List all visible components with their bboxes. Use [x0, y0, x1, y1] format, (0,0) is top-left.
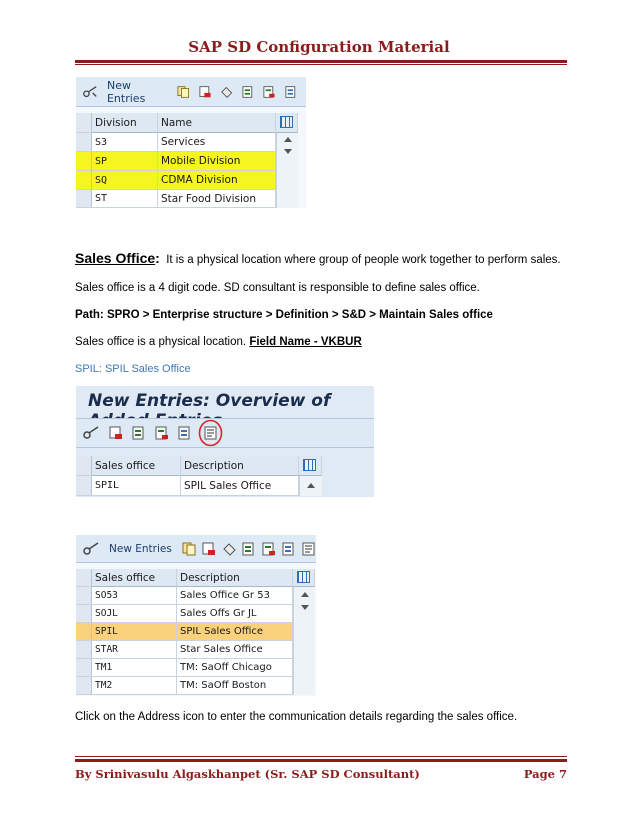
header-selector	[76, 569, 92, 587]
scroll-down-icon[interactable]	[301, 605, 309, 610]
display-change-icon[interactable]	[82, 426, 100, 440]
sales-office-list-screenshot	[76, 535, 316, 696]
added-entries-table	[76, 456, 322, 496]
table-settings-icon[interactable]	[280, 116, 293, 128]
division-toolbar	[76, 77, 306, 107]
table-settings-icon[interactable]	[297, 571, 310, 583]
address-button[interactable]	[201, 421, 221, 445]
screen-title: New Entries: Overview of	[88, 391, 331, 411]
header-rule	[75, 60, 567, 63]
sales-office-line2: Sales office is a 4 digit code. SD consultant is responsible to define sales office.	[75, 282, 480, 294]
division-name[interactable]: Services	[158, 133, 276, 152]
select-block-icon[interactable]	[262, 542, 276, 556]
column-config-cell	[293, 569, 315, 587]
row-selector[interactable]	[76, 133, 92, 152]
header-selector	[76, 456, 92, 476]
delete-icon[interactable]	[109, 426, 123, 440]
deselect-all-icon[interactable]	[282, 542, 296, 556]
column-header-name[interactable]: Name	[158, 113, 276, 133]
sales-office-description[interactable]: TM: SaOff Boston	[177, 677, 293, 695]
table-settings-icon[interactable]	[303, 459, 316, 471]
closing-instruction: Click on the Address icon to enter the communication details regarding the sales office.	[75, 711, 518, 723]
sales-office-intro	[75, 250, 561, 266]
division-name[interactable]: Mobile Division	[158, 152, 276, 171]
column-header-description[interactable]: Description	[181, 456, 299, 476]
select-all-icon[interactable]	[132, 426, 146, 440]
sales-office-toolbar	[76, 535, 316, 563]
footer-rule-thin	[75, 756, 567, 757]
row-selector[interactable]	[76, 190, 92, 208]
division-code[interactable]: SQ	[92, 171, 158, 190]
row-selector[interactable]	[76, 677, 92, 695]
new-entries-button[interactable]: New Entries	[106, 78, 146, 105]
sales-office-description[interactable]: SPIL Sales Office	[181, 476, 299, 496]
config-path: Path: SPRO > Enterprise structure > Definition > S&D > Maintain Sales office	[75, 309, 493, 321]
column-config-cell	[299, 456, 322, 476]
division-code[interactable]: S3	[92, 133, 158, 152]
sales-office-description[interactable]: SPIL Sales Office	[177, 623, 293, 641]
vertical-scrollbar[interactable]	[276, 133, 298, 208]
division-code[interactable]: SP	[92, 152, 158, 171]
sales-office-code[interactable]: TM1	[92, 659, 177, 677]
page-number: Page 7	[523, 767, 567, 781]
select-all-icon[interactable]	[242, 542, 256, 556]
sales-office-line4	[75, 336, 362, 348]
sales-office-code[interactable]: SOJL	[92, 605, 177, 623]
column-header-description[interactable]: Description	[177, 569, 293, 587]
field-name: Field Name - VKBUR	[249, 336, 362, 348]
division-name[interactable]: CDMA Division	[158, 171, 276, 190]
row-selector[interactable]	[76, 659, 92, 677]
display-change-icon[interactable]	[82, 85, 98, 99]
display-change-icon[interactable]	[82, 542, 100, 556]
scroll-up-icon[interactable]	[284, 137, 292, 142]
added-entries-toolbar	[76, 418, 374, 448]
delete-icon[interactable]	[202, 542, 216, 556]
section-heading: Sales Office	[75, 250, 156, 266]
division-name[interactable]: Star Food Division	[158, 190, 276, 208]
page-footer	[75, 767, 567, 781]
document-title: SAP SD Configuration Material	[188, 38, 450, 56]
copy-icon[interactable]	[182, 542, 196, 556]
column-header-sales-office[interactable]: Sales office	[92, 456, 181, 476]
row-selector[interactable]	[76, 476, 92, 496]
sales-office-table	[76, 569, 315, 695]
row-selector[interactable]	[76, 587, 92, 605]
select-all-icon[interactable]	[242, 85, 254, 99]
sales-office-code[interactable]: SPIL	[92, 623, 177, 641]
new-entries-button[interactable]: New Entries	[109, 542, 172, 555]
sales-office-description[interactable]: Star Sales Office	[177, 641, 293, 659]
header-selector	[76, 113, 92, 133]
sales-office-code[interactable]: SPIL	[92, 476, 181, 496]
intro-text: It is a physical location where group of people work together to perform sales.	[166, 254, 561, 266]
sales-office-code[interactable]: SO53	[92, 587, 177, 605]
line4-text: Sales office is a physical location.	[75, 336, 247, 348]
footer-rule	[75, 759, 567, 762]
vertical-scrollbar[interactable]	[299, 476, 322, 496]
division-code[interactable]: ST	[92, 190, 158, 208]
sales-office-description[interactable]: Sales Offs Gr JL	[177, 605, 293, 623]
sales-office-code[interactable]: STAR	[92, 641, 177, 659]
division-table	[76, 113, 298, 208]
address-icon[interactable]	[302, 542, 316, 556]
row-selector[interactable]	[76, 641, 92, 659]
delete-icon[interactable]	[199, 85, 211, 99]
select-block-icon[interactable]	[263, 85, 275, 99]
copy-icon[interactable]	[177, 85, 189, 99]
column-header-sales-office[interactable]: Sales office	[92, 569, 177, 587]
sales-office-description[interactable]: TM: SaOff Chicago	[177, 659, 293, 677]
division-screenshot	[76, 77, 306, 208]
footer-author: By Srinivasulu Algaskhanpet (Sr. SAP SD Consultant)	[75, 767, 420, 781]
sales-office-code[interactable]: TM2	[92, 677, 177, 695]
scroll-up-icon[interactable]	[301, 592, 309, 597]
scroll-up-icon[interactable]	[307, 483, 315, 488]
row-selector[interactable]	[76, 171, 92, 190]
example-caption: SPIL: SPIL Sales Office	[75, 363, 191, 375]
column-header-division[interactable]: Division	[92, 113, 158, 133]
sales-office-description[interactable]: Sales Office Gr 53	[177, 587, 293, 605]
deselect-all-icon[interactable]	[178, 426, 192, 440]
undo-icon[interactable]	[220, 85, 232, 99]
scroll-down-icon[interactable]	[284, 149, 292, 154]
row-selector[interactable]	[76, 623, 92, 641]
heading-colon: :	[155, 250, 160, 266]
highlight-circle	[198, 419, 223, 447]
header-rule-thin	[75, 64, 567, 65]
added-entries-screenshot	[76, 386, 374, 497]
undo-icon[interactable]	[222, 542, 236, 556]
vertical-scrollbar[interactable]	[293, 587, 315, 695]
column-config-cell	[276, 113, 298, 133]
select-block-icon[interactable]	[155, 426, 169, 440]
row-selector[interactable]	[76, 152, 92, 171]
deselect-all-icon[interactable]	[285, 85, 297, 99]
row-selector[interactable]	[76, 605, 92, 623]
